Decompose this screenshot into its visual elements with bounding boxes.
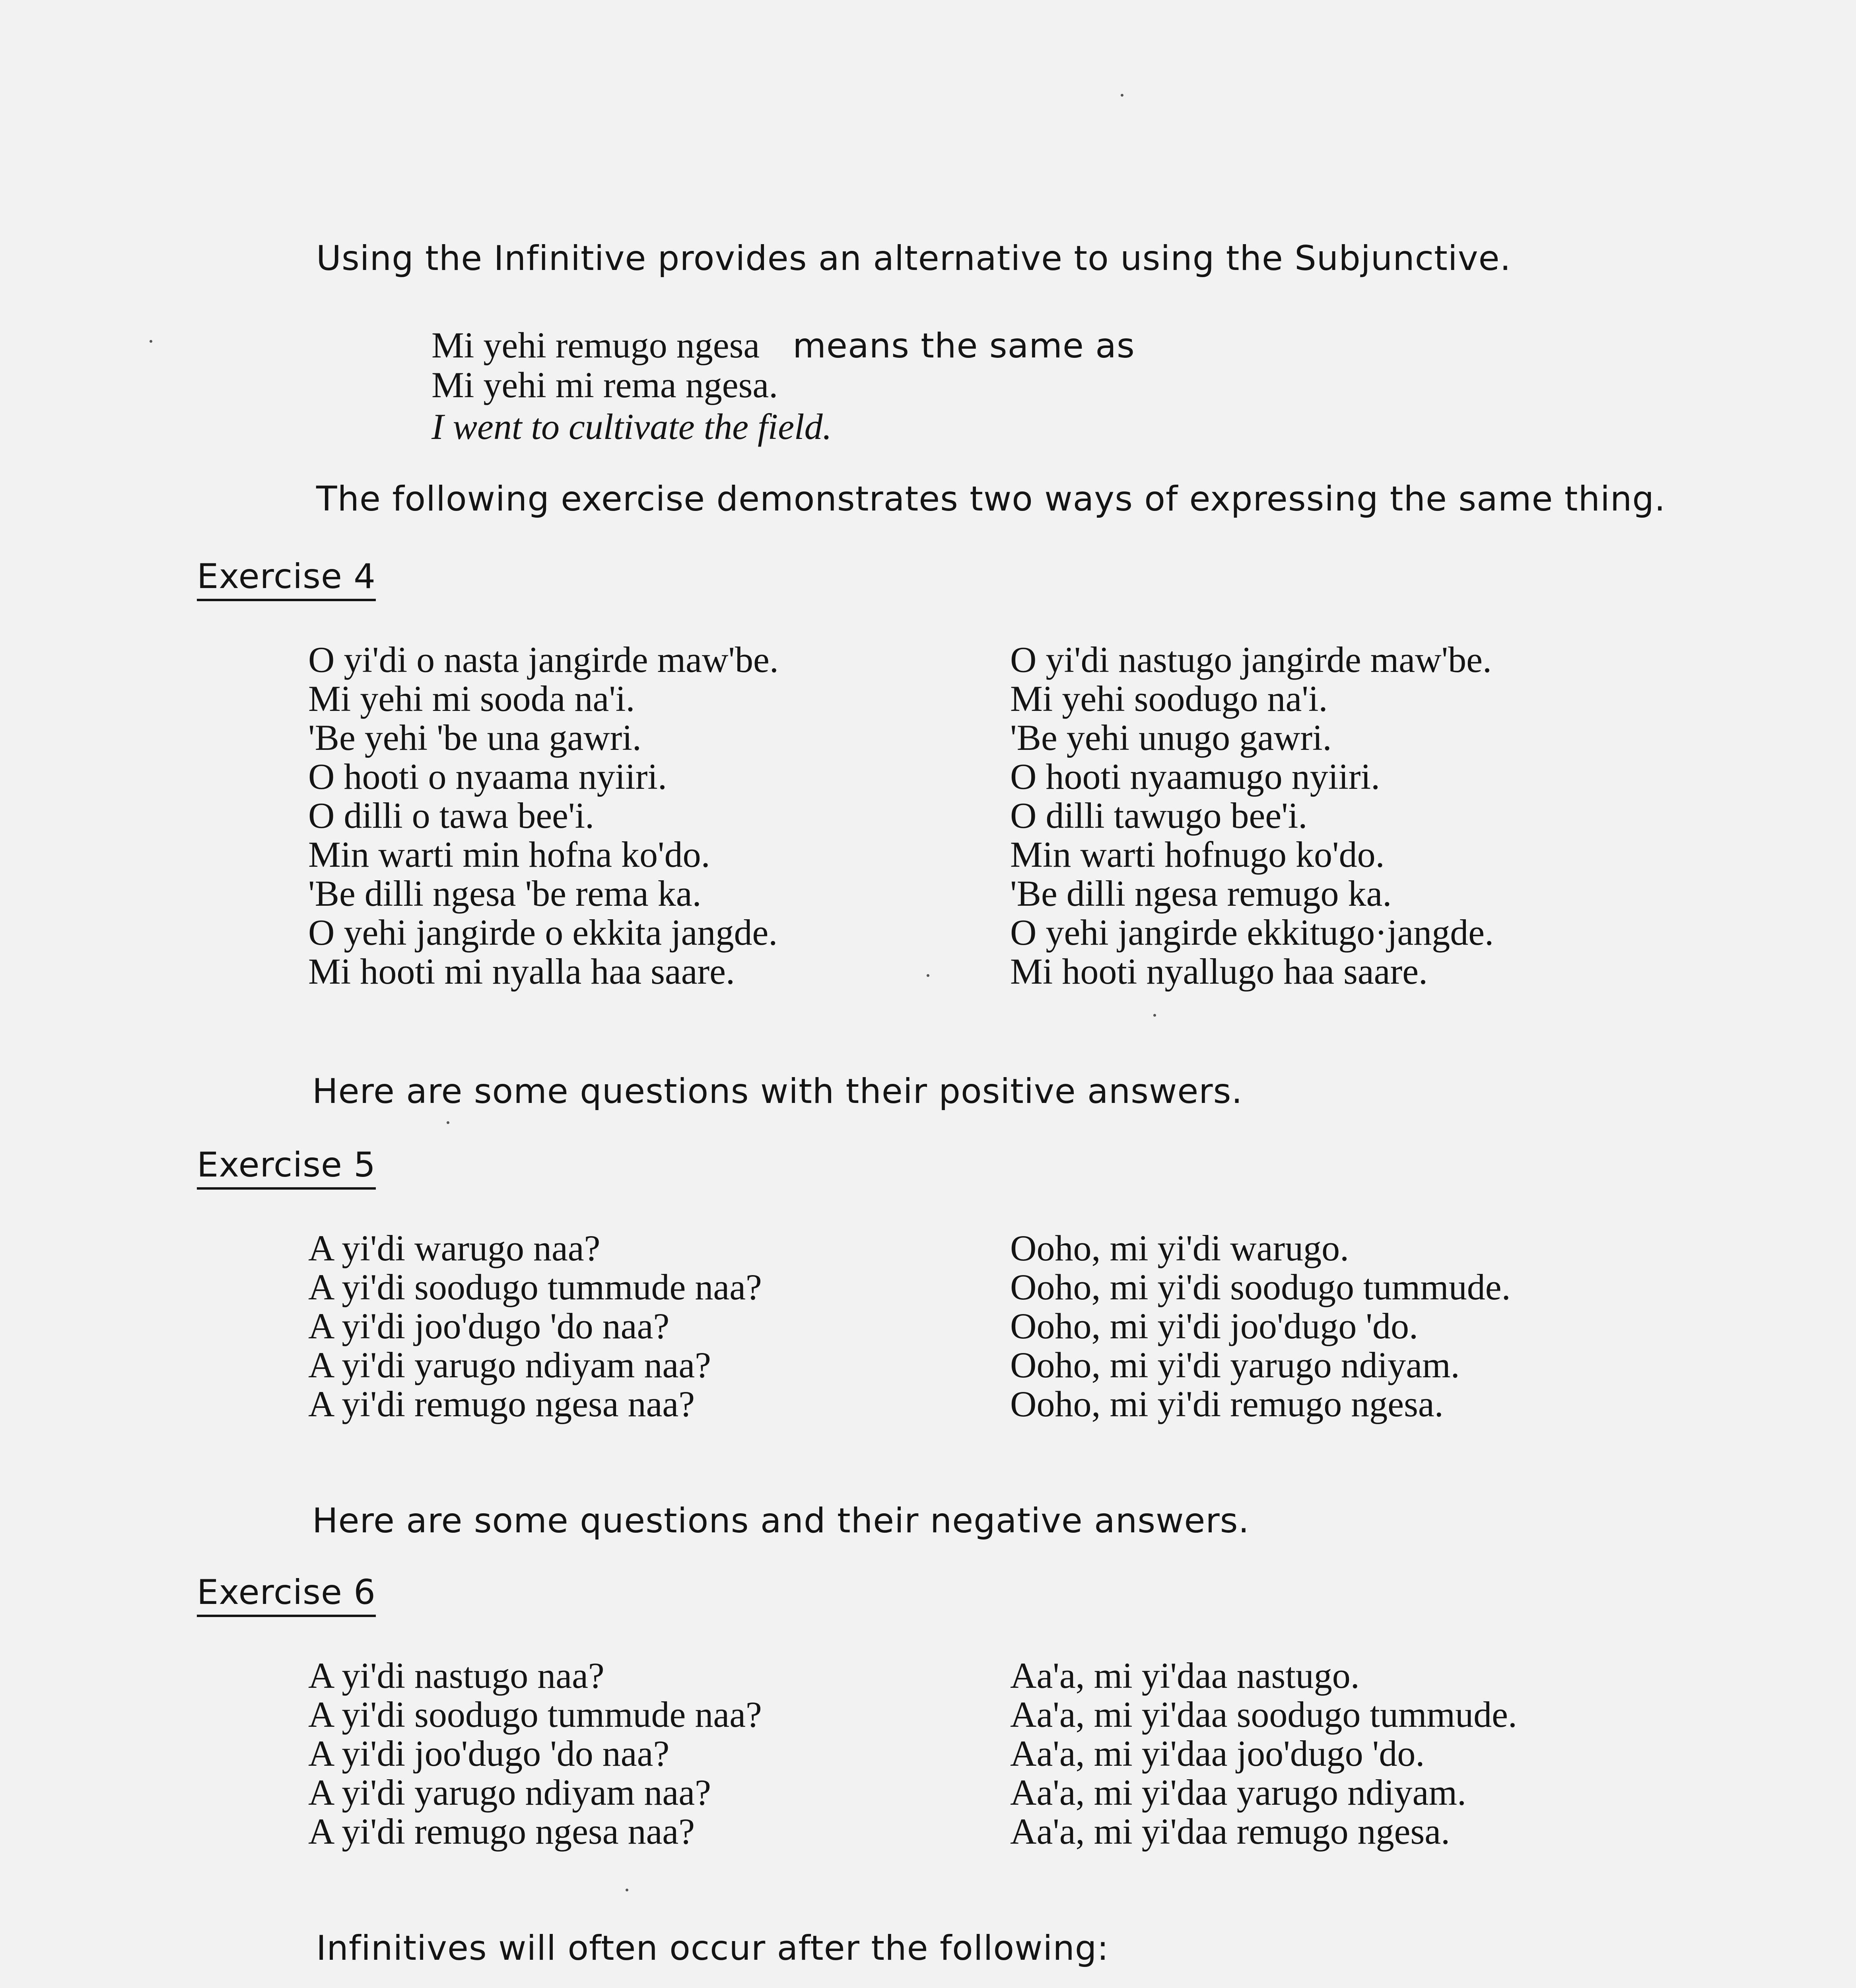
exercise-6-answer: Aa'a, mi yi'daa joo'dugo 'do. — [1010, 1733, 1425, 1774]
example-line-1-note: means the same as — [793, 326, 1135, 366]
exercise-6-intro: Here are some questions and their negative answers. — [312, 1501, 1250, 1541]
exercise-4-left-line: O yehi jangirde o ekkita jangde. — [308, 912, 778, 953]
exercise-5-answer: Ooho, mi yi'di remugo ngesa. — [1010, 1384, 1444, 1424]
exercise-5-title: Exercise 5 — [197, 1145, 376, 1190]
exercise-4-left-line: 'Be yehi 'be una gawri. — [308, 717, 641, 758]
exercise-6-answer: Aa'a, mi yi'daa yarugo ndiyam. — [1010, 1772, 1467, 1813]
exercise-6-answer: Aa'a, mi yi'daa nastugo. — [1010, 1655, 1360, 1696]
exercise-5-left-column — [308, 1229, 762, 1423]
exercise-5-question: A yi'di soodugo tummude naa? — [308, 1267, 762, 1307]
exercise-6-question: A yi'di soodugo tummude naa? — [308, 1694, 762, 1735]
exercise-6-answer: Aa'a, mi yi'daa soodugo tummude. — [1010, 1694, 1517, 1735]
example-translation: I went to cultivate the field. — [431, 406, 832, 447]
exercise-5-question: A yi'di warugo naa? — [308, 1228, 601, 1268]
exercise-6-question: A yi'di yarugo ndiyam naa? — [308, 1772, 711, 1813]
exercise-6-right-column — [1010, 1656, 1517, 1851]
exercise-4-left-line: Mi hooti mi nyalla haa saare. — [308, 951, 735, 992]
exercise-5-answer: Ooho, mi yi'di warugo. — [1010, 1228, 1349, 1268]
exercise-4-left-line: O dilli o tawa bee'i. — [308, 795, 595, 836]
exercise-4-right-line: Mi yehi soodugo na'i. — [1010, 678, 1328, 719]
exercise-4-heading — [197, 557, 376, 599]
exercise-5-intro: Here are some questions with their positive answers. — [312, 1072, 1243, 1111]
exercise-5-answer: Ooho, mi yi'di joo'dugo 'do. — [1010, 1306, 1418, 1346]
example-line-2: Mi yehi mi rema ngesa. — [431, 365, 778, 405]
exercise-5-heading — [197, 1145, 376, 1187]
exercise-4-right-line: Mi hooti nyallugo haa saare. — [1010, 951, 1428, 992]
example-line-1-fula: Mi yehi remugo ngesa — [431, 325, 760, 365]
exercise-4-left-line: O yi'di o nasta jangirde maw'be. — [308, 639, 779, 680]
exercise-5-answer: Ooho, mi yi'di soodugo tummude. — [1010, 1267, 1511, 1307]
exercise-4-right-line: 'Be yehi unugo gawri. — [1010, 717, 1332, 758]
intro-sentence: Using the Infinitive provides an alternative to using the Subjunctive. — [316, 239, 1511, 278]
exercise-6-question: A yi'di remugo ngesa naa? — [308, 1811, 695, 1852]
scan-speck — [927, 974, 929, 977]
exercise-6-heading — [197, 1573, 376, 1615]
scan-speck — [626, 1889, 628, 1891]
following-sentence: The following exercise demonstrates two ways of expressing the same thing. — [316, 479, 1666, 519]
exercise-4-title: Exercise 4 — [197, 557, 376, 601]
exercise-5-right-column — [1010, 1229, 1511, 1423]
exercise-6-title: Exercise 6 — [197, 1573, 376, 1617]
exercise-4-right-line: 'Be dilli ngesa remugo ka. — [1010, 873, 1392, 914]
exercise-4-left-line: Min warti min hofna ko'do. — [308, 834, 710, 875]
scan-speck — [150, 340, 152, 343]
exercise-6-answer: Aa'a, mi yi'daa remugo ngesa. — [1010, 1811, 1450, 1852]
exercise-4-left-line: Mi yehi mi sooda na'i. — [308, 678, 635, 719]
exercise-5-question: A yi'di remugo ngesa naa? — [308, 1384, 695, 1424]
exercise-6-left-column — [308, 1656, 762, 1851]
exercise-4-right-column — [1010, 640, 1494, 991]
exercise-4-right-line: O yehi jangirde ekkitugo·jangde. — [1010, 912, 1494, 953]
scan-speck — [447, 1121, 449, 1124]
exercise-4-right-line: O hooti nyaamugo nyiiri. — [1010, 756, 1380, 797]
exercise-6-question: A yi'di nastugo naa? — [308, 1655, 604, 1696]
exercise-4-left-column — [308, 640, 779, 991]
exercise-4-right-line: O yi'di nastugo jangirde maw'be. — [1010, 639, 1492, 680]
exercise-4-right-line: Min warti hofnugo ko'do. — [1010, 834, 1385, 875]
scan-speck — [1153, 1014, 1156, 1017]
exercise-5-question: A yi'di joo'dugo 'do naa? — [308, 1306, 670, 1346]
exercise-5-answer: Ooho, mi yi'di yarugo ndiyam. — [1010, 1345, 1460, 1385]
exercise-7-intro: Infinitives will often occur after the following: — [316, 1928, 1109, 1968]
exercise-4-left-line: 'Be dilli ngesa 'be rema ka. — [308, 873, 702, 914]
scan-speck — [1121, 94, 1123, 97]
exercise-4-left-line: O hooti o nyaama nyiiri. — [308, 756, 667, 797]
exercise-4-right-line: O dilli tawugo bee'i. — [1010, 795, 1308, 836]
exercise-5-question: A yi'di yarugo ndiyam naa? — [308, 1345, 711, 1385]
exercise-6-question: A yi'di joo'dugo 'do naa? — [308, 1733, 670, 1774]
example-line-1 — [431, 324, 1135, 366]
